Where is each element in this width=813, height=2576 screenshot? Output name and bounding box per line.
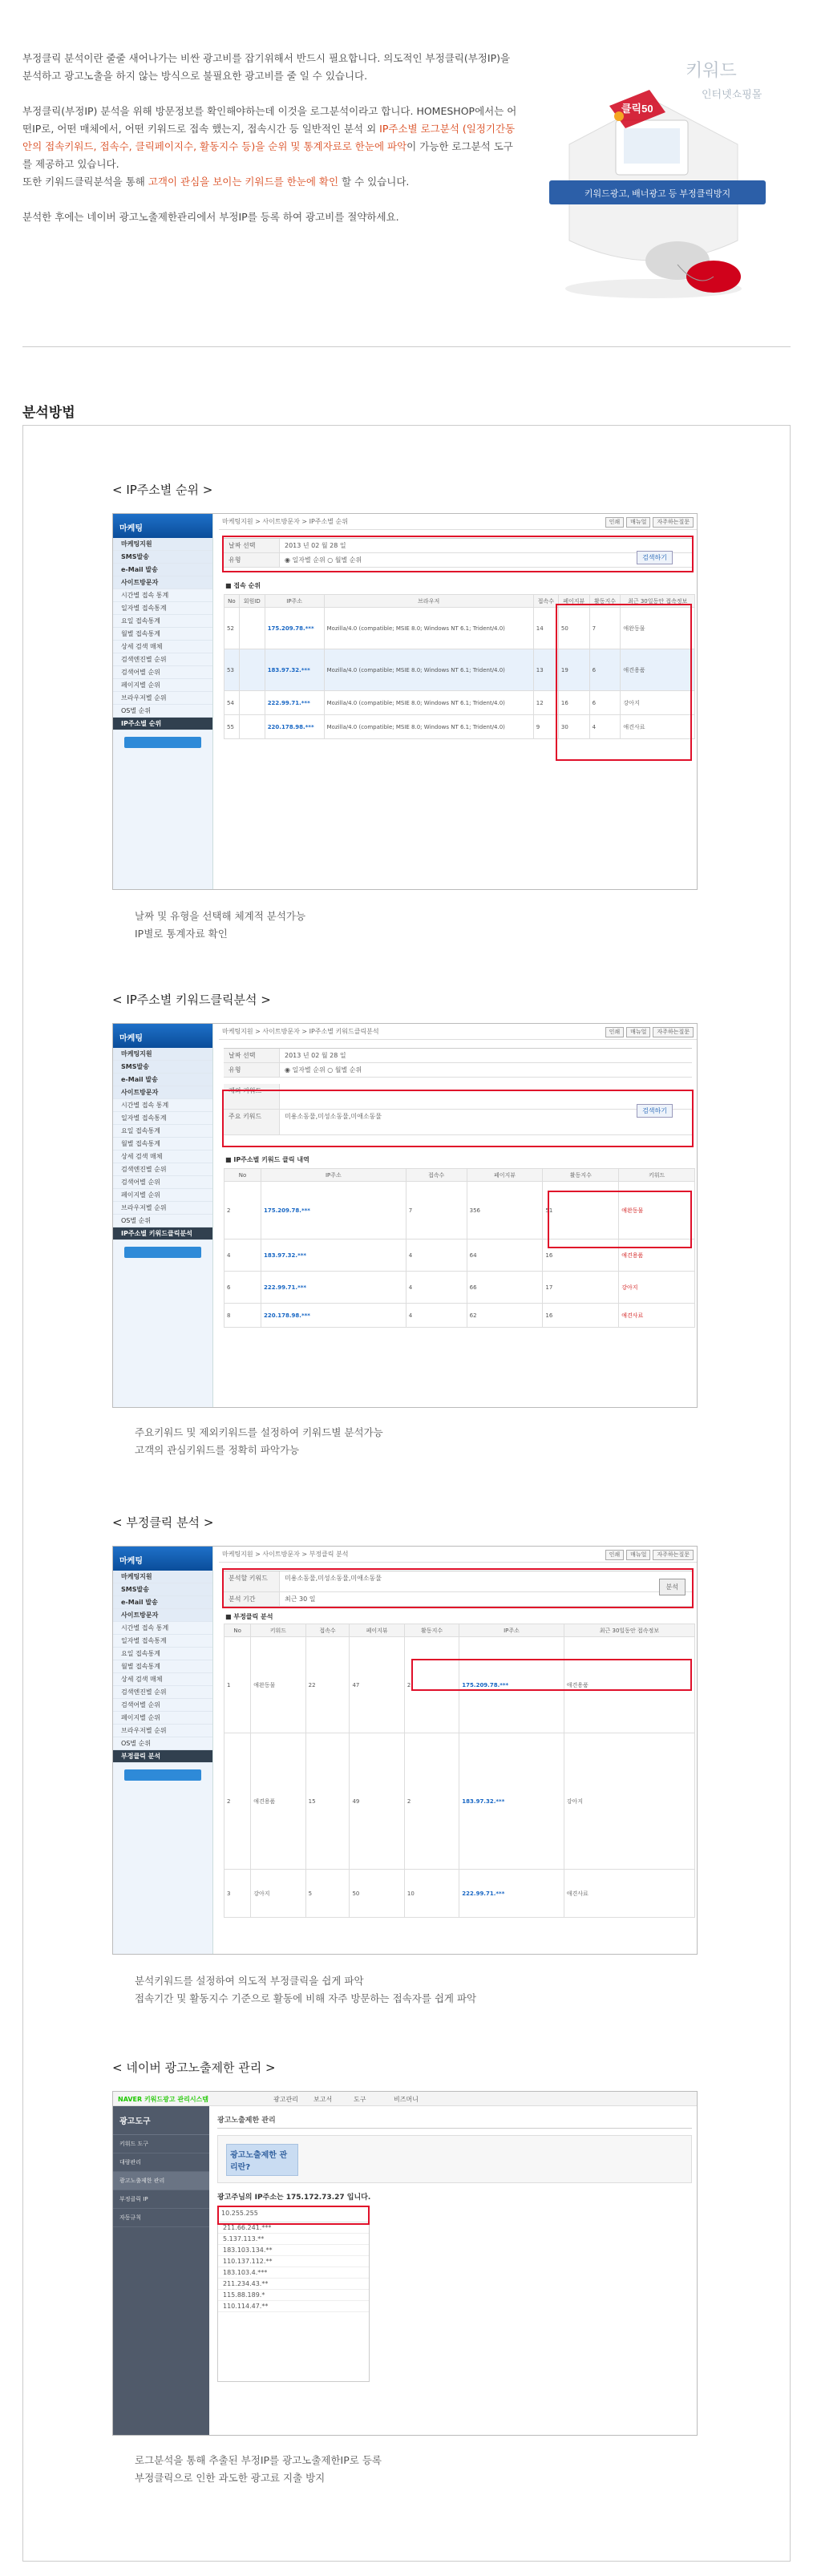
date-select[interactable]: 2013 년 02 월 28 일 — [285, 542, 346, 549]
caption-fraud-click: 분석키워드를 설정하여 의도적 부정클릭을 쉽게 파악 접속기간 및 활동지수 기준으로 활동에 비해 자주 방문하는 접속자를 쉽게 파악 — [135, 1975, 477, 2004]
sidebar-item[interactable]: 사이트방문자 — [113, 576, 212, 589]
highlight-box — [548, 1191, 692, 1248]
sidebar-item[interactable]: 마케팅지원 — [113, 538, 212, 551]
sidebar-item[interactable]: 검색엔진별 순위 — [113, 653, 212, 666]
main-keyword-input[interactable]: 미용소동물,미성소동물,미애소동물 — [285, 1113, 382, 1120]
naver-menu-item[interactable]: 도구 — [354, 2096, 366, 2103]
sidebar — [113, 1024, 213, 1407]
rank-table: No 회원ID IP주소 브라우저 접속수 페이지뷰 활동지수 최근 30일동안 접속정보 52 175.209.78.*** Mozilla/4.0 (compatible; MSIE 8.0; Windows NT 6.1; Trident/4.0) 14 50 7 애완동물 53 183.97.32.*** Mozilla/4.0 (compatible; MSIE 8.0; Windows NT 6.1; Trident/4.0) 13 19 6 애견용품 54 222.99.71.*** Mozilla/4.0 (compatible; MSIE 8.0; Windows NT 6.1; Trident/4.0) 12 16 6 강아지 55 220.178.98.*** Mozilla/4.0 (compatible; MSIE 8.0; Windows NT 6.1; Trident/4.0) 9 30 4 애견사료 — [224, 594, 695, 739]
screenshot-keyword-click — [112, 1023, 698, 1408]
sidebar-item[interactable]: 검색어별 순위 — [113, 1176, 212, 1189]
sidebar-item[interactable]: 상세 검색 매체 — [113, 1673, 212, 1686]
sidebar-item[interactable]: 사이트방문자 — [113, 1609, 212, 1622]
promo-word-shop: 인터넷쇼핑몰 — [702, 88, 762, 100]
section-title-keyword-click: < IP주소별 키워드클릭분석 > — [112, 993, 271, 1007]
list-title: ■ 접속 순위 — [225, 582, 261, 589]
sidebar-item[interactable]: 월별 접속통계 — [113, 1138, 212, 1151]
intro-paragraph-3: 분석한 후에는 네이버 광고노출제한관리에서 부정IP를 등록 하여 광고비를 절약하세요. — [22, 211, 399, 223]
promo-banner-text: 키워드광고, 배너광고 등 부정클릭방지 — [584, 189, 731, 199]
highlight-box — [411, 1659, 692, 1691]
sidebar-item[interactable]: 검색엔진별 순위 — [113, 1163, 212, 1176]
sidebar-item[interactable]: 상세 검색 매체 — [113, 641, 212, 653]
list-title: ■ IP주소별 키워드 클릭 내역 — [225, 1156, 309, 1163]
intro-highlight: IP주소별 로그분석 (일정기간동안의 접속키워드, 접속수, 클릭페이지수, 활동지수 등)을 순위 및 통계자료로 한눈에 파악 — [22, 123, 516, 152]
naver-ip-list — [217, 2206, 370, 2382]
naver-sidebar-item[interactable]: 대량관리 — [113, 2153, 209, 2172]
naver-ip-row[interactable]: 183.103.4.*** — [218, 2267, 369, 2279]
naver-sidebar-item[interactable]: 키워드 도구 — [113, 2135, 209, 2153]
naver-sidebar-item[interactable]: 부정클릭 IP — [113, 2190, 209, 2209]
naver-main — [217, 2111, 692, 2435]
tab[interactable]: 자주하는질문 — [653, 1550, 694, 1560]
sidebar-item[interactable]: 요일 접속통계 — [113, 615, 212, 628]
promo-word-keyword: 키워드 — [686, 60, 737, 80]
screenshot-fraud-click — [112, 1546, 698, 1955]
naver-brand: NAVER 키워드광고 관리시스템 — [118, 2096, 209, 2103]
sidebar-item[interactable]: 브라우저별 순위 — [113, 692, 212, 705]
tab[interactable]: 매뉴얼 — [626, 517, 650, 528]
naver-menu-item[interactable]: 보고서 — [313, 2096, 333, 2103]
main-keyword-label: 주요 키워드 — [224, 1110, 280, 1134]
tab[interactable]: 인쇄 — [605, 1550, 625, 1560]
sidebar-item[interactable]: 시간별 접속 통계 — [113, 589, 212, 602]
keyword-table: No IP주소 접속수 페이지뷰 활동지수 키워드 2 175.209.78.*** 7 356 51 애완동물 4 183.97.32.*** 4 64 16 애견용품 6 222.99.71.*** 4 66 17 강아지 8 220.178.98.*** 4 62 16 애견사료 — [224, 1168, 695, 1328]
search-button[interactable]: 검색하기 — [637, 1104, 673, 1118]
highlight-box — [222, 1568, 694, 1608]
fraud-table: No 키워드 접속수 페이지뷰 활동지수 IP주소 최근 30일동안 접속정보 1 애완동물 22 47 2 175.209.78.*** 애견용품 2 애견용품 15 49 2 183.97.32.*** 강아지 3 강아지 5 50 10 222.99.71.*** 애견사료 — [224, 1624, 695, 1918]
sidebar-item[interactable]: 마케팅지원 — [113, 1048, 212, 1061]
sidebar-item[interactable]: SMS발송 — [113, 1583, 212, 1596]
sidebar-item[interactable]: OS별 순위 — [113, 1215, 212, 1227]
sidebar-item-selected[interactable]: IP주소별 키워드클릭분석 — [113, 1227, 212, 1240]
screenshot-ip-rank — [112, 513, 698, 890]
naver-ip-row[interactable]: 115.88.189.* — [218, 2290, 369, 2301]
caption-ip-rank: 날짜 및 유형을 선택해 체계적 분석가능 IP별로 통계자료 확인 — [135, 910, 306, 940]
sidebar-item[interactable]: 브라우저별 순위 — [113, 1202, 212, 1215]
promo-badge: 클릭50 — [621, 103, 653, 115]
sidebar — [113, 1547, 213, 1954]
method-heading: 분석방법 — [22, 405, 75, 421]
highlight-box — [217, 2206, 370, 2225]
main-panel — [219, 1547, 697, 1954]
naver-sidebar — [113, 2106, 209, 2435]
sidebar-item[interactable]: 시간별 접속 통계 — [113, 1622, 212, 1635]
naver-ip-row[interactable]: 110.137.112.** — [218, 2256, 369, 2267]
sidebar-item[interactable]: 일자별 접속통계 — [113, 1635, 212, 1648]
intro-paragraph-1: 부정클릭 분석이란 줄줄 새어나가는 비싼 광고비를 잡기위해서 반드시 필요합니다. 의도적인 부정클릭(부정IP)을 분석하고 광고노출을 하지 않는 방식으로 불필요한 광고비를 줄 일 수 있습니다. — [22, 52, 511, 82]
caption-keyword-click: 주요키워드 및 제외키워드를 설정하여 키워드별 분석가능 고객의 관심키워드를 정확히 파악가능 — [135, 1426, 383, 1456]
naver-ip-row[interactable]: 211.66.241.*** — [218, 2222, 369, 2234]
sidebar-item[interactable]: 요일 접속통계 — [113, 1648, 212, 1660]
analysis-term-select[interactable]: 최근 30 일 — [285, 1595, 316, 1603]
sidebar-item[interactable]: 검색엔진별 순위 — [113, 1686, 212, 1699]
sidebar-item[interactable]: 상세 검색 매체 — [113, 1151, 212, 1163]
analysis-term-label: 분석 기간 — [224, 1592, 280, 1606]
sidebar-title: 마케팅 — [113, 514, 212, 538]
sidebar-item[interactable]: 월별 접속통계 — [113, 1660, 212, 1673]
sidebar-item[interactable]: 페이지별 순위 — [113, 679, 212, 692]
sidebar-title: 마케팅 — [113, 1024, 212, 1048]
sidebar-title: 마케팅 — [113, 1547, 212, 1571]
section-title-naver-block: < 네이버 광고노출제한 관리 > — [112, 2060, 276, 2075]
naver-info-banner — [217, 2135, 692, 2183]
screenshot-naver-block — [112, 2091, 698, 2436]
breadcrumb: 마케팅지원 > 사이트방문자 > IP주소별 순위 — [219, 514, 697, 530]
sidebar-item[interactable]: e-Mail 발송 — [113, 564, 212, 576]
tab[interactable]: 매뉴얼 — [626, 1027, 650, 1037]
sidebar-item[interactable]: 브라우저별 순위 — [113, 1725, 212, 1737]
sidebar-item[interactable]: OS별 순위 — [113, 705, 212, 718]
sidebar-item[interactable]: 마케팅지원 — [113, 1571, 212, 1583]
sidebar-item[interactable]: 검색어별 순위 — [113, 1699, 212, 1712]
main-panel — [219, 514, 697, 889]
naver-ip-row[interactable]: 183.103.134.** — [218, 2245, 369, 2256]
type-radio[interactable]: ◉ 일자별 순위 ○ 월별 순위 — [285, 1066, 362, 1074]
date-select[interactable]: 2013 년 02 월 28 일 — [285, 1052, 346, 1059]
promo-graphic — [521, 24, 794, 313]
sidebar-item[interactable]: 페이지별 순위 — [113, 1712, 212, 1725]
naver-sidebar-item-selected[interactable]: 광고노출제한 관리 — [113, 2172, 209, 2190]
sidebar-item[interactable]: e-Mail 발송 — [113, 1596, 212, 1609]
caption-naver-block: 로그분석을 통해 추출된 부정IP를 광고노출제한IP로 등록 부정클릭으로 인한 과도한 광고료 지출 방지 — [135, 2454, 382, 2484]
naver-ip-row[interactable]: 110.114.47.** — [218, 2301, 369, 2312]
breadcrumb: 마케팅지원 > 사이트방문자 > 부정클릭 분석 — [219, 1547, 697, 1563]
sidebar-item[interactable]: 사이트방문자 — [113, 1086, 212, 1099]
tab[interactable]: 자주하는질문 — [653, 1027, 694, 1037]
intro-paragraph-2: 부정클릭(부정IP) 분석을 위해 방문정보를 확인해야하는데 이것을 로그분석이라고 합니다. HOMESHOP에서는 어떤IP로, 어떤 매체에서, 어떤 키워드로 접속 했는지, 접속시간 등 일반적인 분석 외 IP주소별 로그분석 (일정기간동안의 접속키워드, 접속수, 클릭페이지수, 활동지수 등)을 순위 및 통계자료로 한눈에 파악이 가능한 로그분석 도구를 제공하고 있습니다. 또한 키워드클릭분석을 통해 고객이 관심을 보이는 키워드를 한눈에 확인 할 수 있습니다. — [22, 105, 517, 188]
intro-highlight-2: 고객이 관심을 보이는 키워드를 한눈에 확인 — [148, 176, 339, 188]
section-divider — [22, 346, 791, 347]
analysis-keyword-label: 분석할 키워드 — [224, 1571, 280, 1591]
top-tabs — [605, 1550, 694, 1560]
naver-sidebar-title: 광고도구 — [113, 2106, 209, 2135]
naver-ip-label: 광고주님의 IP주소는 175.172.73.27 입니다. — [217, 2194, 371, 2202]
sidebar-item[interactable]: 일자별 접속통계 — [113, 1112, 212, 1125]
exclude-keyword-label: 제외 키워드 — [224, 1084, 280, 1109]
highlight-box — [222, 1090, 694, 1147]
main-panel: 마케팅지원 > 사이트방문자 > IP주소별 키워드클릭분석 인쇄 매뉴얼 자주하는질문 날짜 선택 2013 년 02 월 28 일 유형 ◉ 일자별 순위 ○ 월별 순위 제외 키워드 주요 키워드 미용소동물,미성소동물,미애소동물 검색하기 ■ IP주소별 키워드 클릭 내역 No IP주소 접속수 페이지뷰 활동지수 키워드 2 175.209.78.*** 7 356 51 애완동물 4 183.97.32.*** 4 64 16 애견용품 6 222.99.71.*** 4 66 17 강아지 8 220.178.98.*** 4 62 16 애견사료 — [219, 1024, 697, 1407]
analyze-button[interactable]: 분석 — [659, 1579, 686, 1595]
sidebar — [113, 514, 213, 889]
naver-sidebar-item[interactable]: 자동규칙 — [113, 2209, 209, 2227]
sidebar-item[interactable]: 일자별 접속통계 — [113, 602, 212, 615]
naver-menu-item[interactable]: 광고관리 — [273, 2096, 298, 2103]
sidebar-item-selected[interactable]: 부정클릭 분석 — [113, 1750, 212, 1763]
tab[interactable]: 매뉴얼 — [626, 1550, 650, 1560]
sidebar-item-selected[interactable]: IP주소별 순위 — [113, 718, 212, 730]
sidebar-item[interactable]: 요일 접속통계 — [113, 1125, 212, 1138]
sidebar-item[interactable]: OS별 순위 — [113, 1737, 212, 1750]
list-title: ■ 부정클릭 분석 — [225, 1613, 273, 1620]
type-radio[interactable]: ◉ 일자별 순위 ○ 월별 순위 — [285, 556, 362, 564]
search-button[interactable]: 검색하기 — [637, 551, 673, 564]
sidebar-button[interactable] — [124, 1769, 201, 1781]
sidebar-button[interactable] — [124, 1247, 201, 1258]
naver-page-title: 광고노출제한 관리 — [217, 2111, 692, 2129]
naver-banner-title: 광고노출제한 관리란? — [226, 2144, 298, 2176]
promo-illustration — [521, 24, 794, 313]
sidebar-item[interactable]: 월별 접속통계 — [113, 628, 212, 641]
sidebar-item[interactable]: e-Mail 발송 — [113, 1074, 212, 1086]
breadcrumb: 마케팅지원 > 사이트방문자 > IP주소별 키워드클릭분석 — [219, 1024, 697, 1040]
sidebar-item[interactable]: SMS발송 — [113, 551, 212, 564]
analysis-keyword-input[interactable]: 미용소동물,미성소동물,미애소동물 — [285, 1575, 382, 1582]
naver-ip-input[interactable]: 10.255.255 — [218, 2206, 369, 2222]
date-label: 날짜 선택 — [224, 539, 280, 552]
highlight-box — [556, 604, 692, 761]
sidebar-button[interactable] — [124, 737, 201, 748]
highlight-box — [222, 536, 694, 572]
top-tabs — [605, 1027, 694, 1037]
section-title-ip-rank: < IP주소별 순위 > — [112, 483, 213, 497]
naver-topbar — [113, 2092, 697, 2106]
type-label: 유형 — [224, 553, 280, 567]
sidebar-item[interactable]: 페이지별 순위 — [113, 1189, 212, 1202]
intro-text — [22, 50, 520, 244]
top-tabs — [605, 517, 694, 528]
section-title-fraud-click: < 부정클릭 분석 > — [112, 1515, 214, 1530]
sidebar-item[interactable]: 시간별 접속 통계 — [113, 1099, 212, 1112]
tab[interactable]: 인쇄 — [605, 1027, 625, 1037]
naver-menu-item[interactable]: 비즈머니 — [394, 2096, 419, 2103]
naver-ip-row[interactable]: 211.234.43.** — [218, 2279, 369, 2290]
naver-ip-row[interactable]: 5.137.113.** — [218, 2234, 369, 2245]
tab[interactable]: 자주하는질문 — [653, 517, 694, 528]
sidebar-item[interactable]: SMS발송 — [113, 1061, 212, 1074]
sidebar-item[interactable]: 검색어별 순위 — [113, 666, 212, 679]
tab[interactable]: 인쇄 — [605, 517, 625, 528]
